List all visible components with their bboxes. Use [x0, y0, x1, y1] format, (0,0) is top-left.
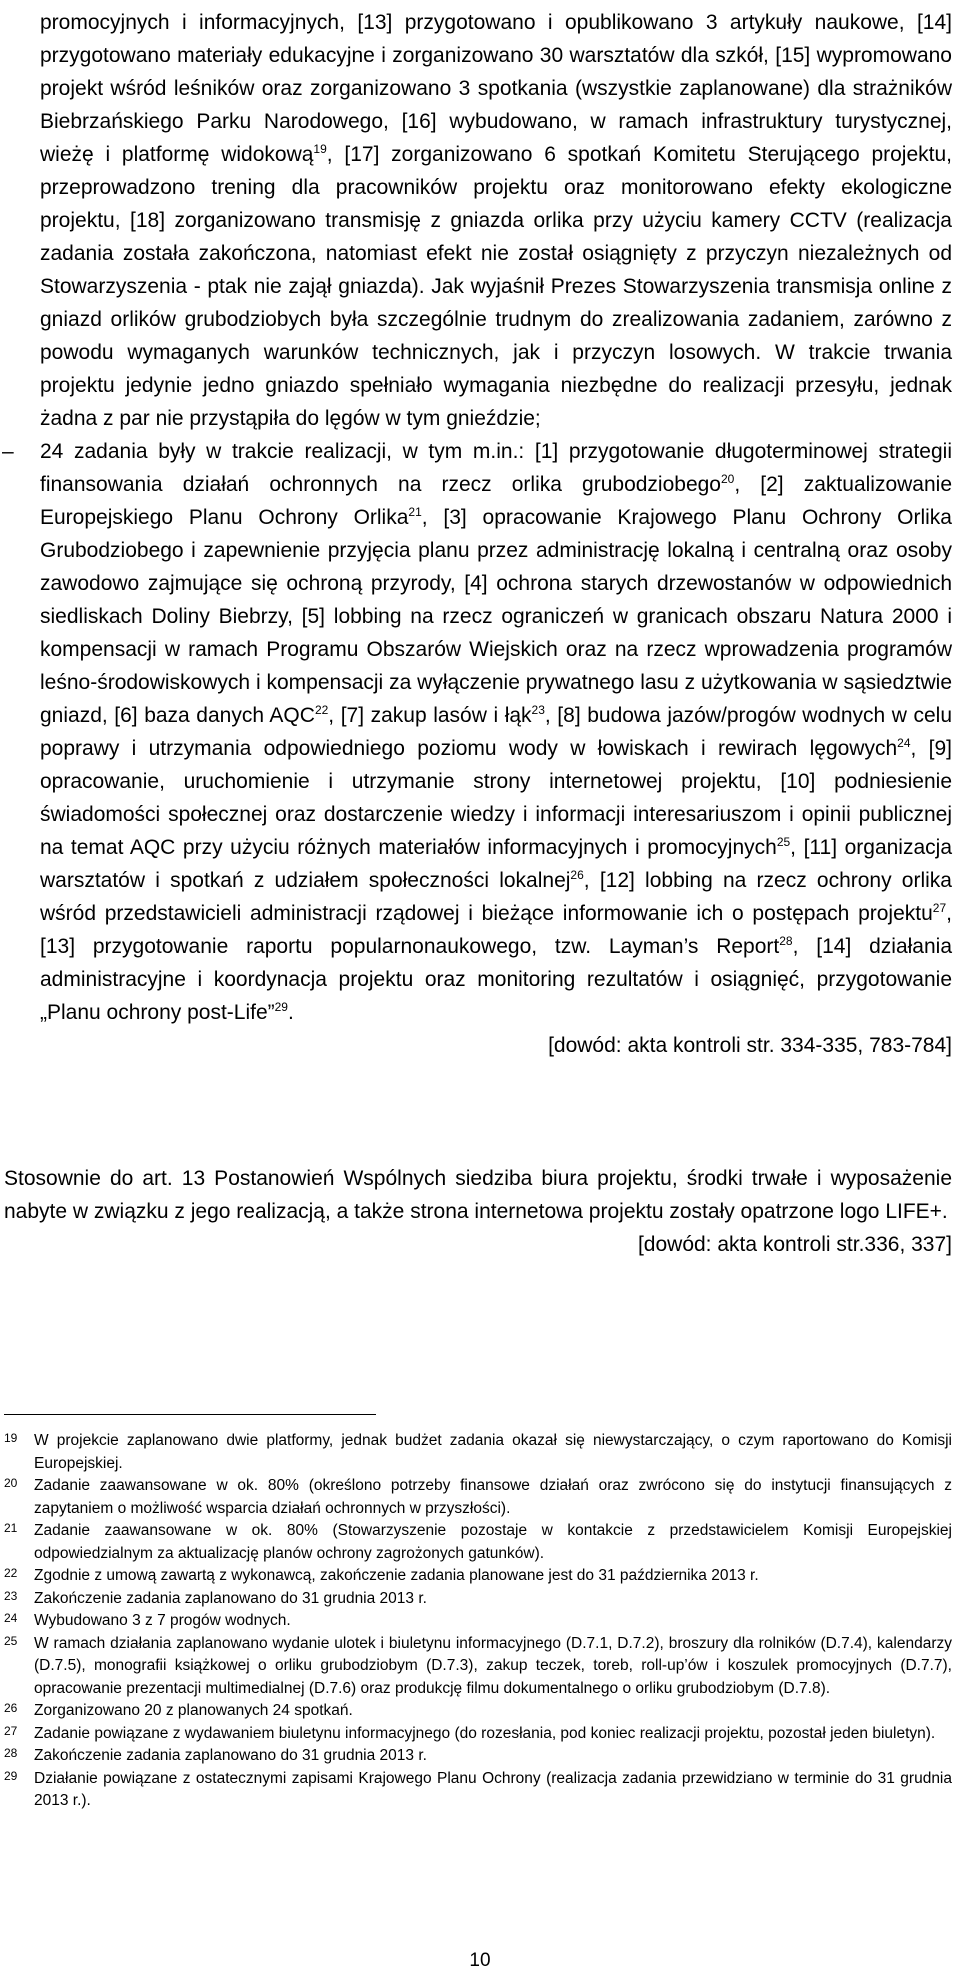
page-number: 10 [469, 1950, 491, 1971]
footnote-text: Zadanie zaawansowane w ok. 80% (Stowarzyszenie pozostaje w kontakcie z przedstawicielem Komisji Europejskiej odpowiedzialnym za aktualizację planów ochrony zagrożonych gatunków). [34, 1522, 952, 1562]
dash-bullet: – [2, 440, 14, 463]
evidence-reference: [dowód: akta kontroli str. 334-335, 783-784] [548, 1034, 952, 1057]
footnote-ref-20[interactable]: 20 [721, 472, 735, 486]
footnote-number: 27 [4, 1723, 18, 1738]
text: , [11] organizacja warsztatów i spotkań z udziałem społeczności lokalnej [40, 836, 952, 892]
text: , [7] zakup lasów i łąk [328, 704, 532, 727]
footnote-number: 23 [4, 1588, 18, 1603]
dash-item-text [40, 435, 952, 1029]
footnote-number: 19 [4, 1431, 18, 1445]
text: , [8] budowa jazów/progów wodnych w celu poprawy i utrzymania odpowiedniego poziomu wody w łowiskach i rewirach lęgowych [40, 704, 953, 760]
footnote-item [4, 1633, 952, 1701]
footnote-item [4, 1520, 952, 1565]
footnote-text: Działanie powiązane z ostatecznymi zapisami Krajowego Planu Ochrony (realizacja zadania przewidziano w terminie do 31 grudnia 2013 r.). [34, 1769, 952, 1809]
footnote-number: 21 [4, 1521, 18, 1535]
footnote-text: Zakończenie zadania zaplanowano do 31 grudnia 2013 r. [34, 1589, 427, 1607]
footnote-item [4, 1768, 952, 1813]
footnote-item [4, 1588, 952, 1611]
text: , [13] przygotowanie raportu popularnonaukowego, tzw. Layman’s Report [40, 902, 952, 958]
footnote-text: W projekcie zaplanowano dwie platformy, jednak budżet zadania okazał się niewystarczający, o czym raportowano do Komisji Europejskiej. [34, 1432, 952, 1472]
footnote-item [4, 1700, 952, 1723]
footnote-text: Zakończenie zadania zaplanowano do 31 grudnia 2013 r. [34, 1747, 427, 1764]
text: , [3] opracowanie Krajowego Planu Ochrony Orlika Grubodziobego i zapewnienie przyjęcia planu przez administrację lokalną i centralną oraz osoby zawodowo zajmujące się ochroną przyrody, [4] ochrona starych drzewostanów w odpowiednich siedliskach Doliny Biebrzy, [5] lobbing na rzecz ograniczeń w granicach obszaru Natura 2000 i kompensacji w ramach Programu Obszarów Wiejskich oraz na rzecz wprowadzenia programów leśno-środowiskowych i kompensacji za wyłączenie prywatnego lasu z użytkowania w sąsiedztwie gniazd, [6] baza danych AQC [40, 506, 952, 727]
footnote-text: Zadanie zaawansowane w ok. 80% (określono potrzeby finansowe działań oraz zwrócono się do instytucji finansujących z zapytaniem o możliwość wsparcia działań ochronnych w przyszłości). [34, 1477, 952, 1517]
footnote-ref-23[interactable]: 23 [531, 703, 545, 717]
footnote-number: 20 [4, 1476, 18, 1490]
footnote-ref-24[interactable]: 24 [897, 736, 911, 750]
text: , [2] zaktualizowanie Europejskiego Planu Ochrony Orlika [40, 473, 953, 529]
footnote-item [4, 1565, 952, 1588]
main-text [2, 6, 953, 1062]
footnote-text: Zorganizowano 20 z planowanych 24 spotkań. [34, 1702, 353, 1719]
footnote-item [4, 1745, 952, 1768]
text: . [287, 1001, 294, 1024]
footnote-ref-27[interactable]: 27 [932, 901, 947, 915]
footnote-number: 28 [4, 1746, 18, 1760]
footnote-ref-21[interactable]: 21 [408, 505, 422, 519]
text: , [12] lobbing na rzecz ochrony orlika wśród przedstawicieli administracji rządowej i bieżące informowanie ich o postępach projektu [40, 869, 952, 925]
footnote-ref-26[interactable]: 26 [570, 868, 584, 882]
text: , [14] działania administracyjne i koordynacja projektu oraz monitoring rezultatów i osiągnięć, przygotowanie „Planu ochrony post-Life” [40, 935, 952, 1024]
footnote-text: Wybudowano 3 z 7 progów wodnych. [34, 1612, 291, 1629]
footnote-item [4, 1610, 952, 1633]
footnote-ref-28[interactable]: 28 [779, 934, 793, 948]
footnote-separator [4, 1414, 376, 1415]
footnote-ref-29[interactable]: 29 [274, 1000, 288, 1014]
footnote-number: 22 [4, 1566, 18, 1580]
body-paragraph [4, 1162, 952, 1261]
footnote-ref-25[interactable]: 25 [776, 835, 791, 849]
footnote-item [4, 1723, 952, 1746]
text: 24 zadania były w trakcie realizacji, w tym m.in.: [1] przygotowanie długoterminowej strategii finansowania działań ochronnych na rzecz orlika grubodziobego [40, 440, 952, 496]
footnote-item [4, 1430, 952, 1475]
footnote-text: Zgodnie z umową zawartą z wykonawcą, zakończenie zadania planowane jest do 31 października 2013 r. [34, 1567, 759, 1584]
footnote-ref-19[interactable]: 19 [313, 142, 327, 156]
footnote-item [4, 1475, 952, 1520]
paragraph-text: , [17] zorganizowano 6 spotkań Komitetu Sterującego projektu, przeprowadzono trening dla pracowników projektu oraz monitorowano efekty ekologiczne projektu, [18] zorganizowano transmisję z gniazda orlika przy użyciu kamery CCTV (realizacja zadania została zakończona, natomiast efekt nie został osiągnięty z przyczyn niezależnych od Stowarzyszenia - ptak nie zajął gniazda). Jak wyjaśnił Prezes Stowarzyszenia transmisja online z gniazd orlików grubodziobych była szczególnie trudnym do zrealizowania zadaniem, zarówno z powodu wymaganych warunków technicznych, jak i przyczyn losowych. W trakcie trwania projektu jedynie jedno gniazdo spełniało wymagania niezbędne do realizacji przesyłu, jednak żadna z par nie przystąpiła do lęgów w tym gnieździe; [40, 143, 953, 430]
footnote-text: W ramach działania zaplanowano wydanie ulotek i biuletynu informacyjnego (D.7.1, D.7.2), broszury dla rolników (D.7.4), kalendarzy (D.7.5), monografii książkowej o orliku grubodziobym (D.7.3), zakup teczek, toreb, roll-up’ów i koszulek promocyjnych (D.7.7), opracowanie prezentacji multimedialnej (D.7.6) oraz produkcję filmu dokumentalnego o orliku grubodziobym (D.7.8). [34, 1634, 952, 1697]
footnote-number: 29 [4, 1768, 18, 1783]
paragraph-text: Stosownie do art. 13 Postanowień Wspólnych siedziba biura projektu, środki trwałe i wyposażenie nabyte w związku z jego realizacją, a także strona internetowa projektu zostały opatrzone logo LIFE+. [4, 1167, 952, 1223]
footnote-text: Zadanie powiązane z wydawaniem biuletynu informacyjnego (do rozesłania, pod koniec realizacji projektu, pozostał jeden biuletyn). [34, 1724, 936, 1742]
footnote-number: 26 [4, 1701, 18, 1715]
evidence-reference: [dowód: akta kontroli str.336, 337] [637, 1233, 952, 1256]
paragraph-text: promocyjnych i informacyjnych, [13] przygotowano i opublikowano 3 artykuły naukowe, [14] przygotowano materiały edukacyjne i zorganizowano 30 warsztatów dla szkół, [15] wypromowano projekt wśród leśników oraz zorganizowano 3 spotkania (wszystkie zaplanowane) dla strażników Biebrzańskiego Parku Narodowego, [16] wybudowano, w ramach infrastruktury turystycznej, wieżę i platformę widokową [40, 11, 952, 166]
footnotes [4, 1430, 952, 1813]
text: , [9] opracowanie, uruchomienie i utrzymanie strony internetowej projektu, [10] podniesienie świadomości społecznej oraz dostarczenie wiedzy i informacji interesariuszom i opinii publicznej na temat AQC przy użyciu różnych materiałów informacyjnych i promocyjnych [40, 737, 952, 859]
footnote-number: 24 [4, 1611, 18, 1625]
continued-paragraph [40, 6, 952, 435]
dash-list-item [2, 435, 953, 1062]
footnote-number: 25 [4, 1633, 18, 1648]
footnote-ref-22[interactable]: 22 [314, 703, 329, 717]
